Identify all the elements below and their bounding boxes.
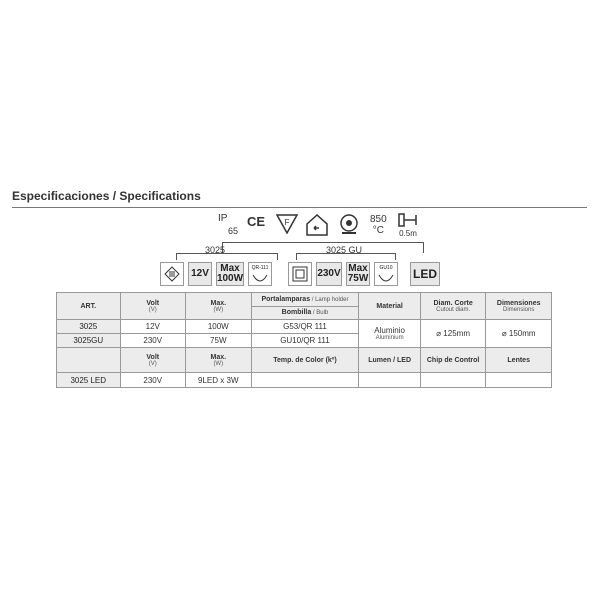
header-dimensions: [486, 293, 552, 320]
group-bracket-top: [222, 242, 424, 253]
header-volt-label: Volt: [146, 299, 160, 307]
led-header-max: [186, 348, 252, 373]
row-temp: [251, 373, 359, 388]
row-max: 100W: [186, 320, 252, 334]
led-header-volt-unit: (V): [148, 360, 157, 367]
material-value-en: Aluminium: [375, 335, 404, 341]
qr111-label: QR-111: [251, 265, 269, 271]
table-row: [57, 373, 552, 388]
row-max: 75W: [186, 334, 252, 348]
header-max-label: Max.: [210, 299, 227, 307]
row-bulb: G53/QR 111: [251, 320, 359, 334]
temperature-unit: °C: [372, 225, 384, 236]
led-header-blank: [57, 348, 121, 373]
max-75w-badge: [346, 262, 370, 286]
max-watt: 100W: [216, 273, 244, 284]
led-header-chip: Chip de Control: [420, 348, 486, 373]
header-max: [186, 293, 252, 320]
table-row: [57, 320, 552, 334]
group-bracket-3025: [176, 253, 278, 260]
max-label: Max: [220, 263, 240, 274]
row-art: 3025GU: [57, 334, 121, 348]
temperature-icon: [370, 214, 387, 236]
max-label-2: Max: [348, 263, 368, 274]
header-max-unit: (W): [213, 306, 224, 313]
gu10-bulb-icon: [374, 262, 398, 286]
section-title: [12, 189, 201, 203]
led-badge: LED: [410, 262, 440, 286]
transformer-icon: [160, 262, 184, 286]
max-100w-badge: [216, 262, 244, 286]
row-max: 9LED x 3W: [186, 373, 252, 388]
title-rule: [12, 207, 587, 208]
header-volt-unit: (V): [148, 306, 157, 313]
max-watt-2: 75W: [347, 273, 369, 284]
title-separator: /: [109, 189, 120, 203]
table-led-header-row: [57, 348, 552, 373]
specifications-table: [56, 292, 552, 388]
header-bulb-label: Bombilla: [281, 309, 312, 317]
led-header-lentes: Lentes: [486, 348, 552, 373]
row-material: [359, 320, 420, 348]
gu10-label: GU10: [379, 265, 393, 271]
header-dimensions-en: Dimensions: [503, 306, 535, 313]
row-lumen: [359, 373, 420, 388]
header-art-label: ART.: [80, 302, 97, 310]
led-header-volt-label: Volt: [146, 353, 160, 361]
qr111-bulb-icon: [248, 262, 272, 286]
lamp-icon: [338, 212, 360, 241]
row-art: 3025: [57, 320, 121, 334]
row-volt: 12V: [120, 320, 186, 334]
distance-icon: [398, 213, 418, 238]
header-art: [57, 293, 121, 320]
row-chip: [420, 373, 486, 388]
distance-value: 0.5m: [399, 229, 417, 238]
f-mark-letter: F: [284, 218, 290, 227]
header-volt: [120, 293, 186, 320]
material-value: Aluminio: [374, 326, 405, 335]
header-holder-en: / Lamp holder: [310, 296, 349, 303]
ip-label: IP: [218, 213, 228, 224]
header-material-label: Material: [376, 302, 403, 310]
header-bulb-en: / Bulb: [311, 310, 329, 317]
voltage-12v-badge: 12V: [188, 262, 212, 286]
led-header-volt: [120, 348, 186, 373]
header-holder: [251, 293, 359, 307]
title-es: Especificaciones: [12, 189, 110, 203]
header-dimensions-label: Dimensiones: [496, 299, 541, 307]
voltage-230v-badge: 230V: [316, 262, 342, 286]
header-holder-label: Portalamparas: [261, 295, 311, 303]
header-bulb: [251, 306, 359, 320]
row-volt: 230V: [120, 334, 186, 348]
row-lentes: [486, 373, 552, 388]
led-header-temp: Temp. de Color (kº): [251, 348, 359, 373]
ce-mark-icon: CE: [247, 214, 266, 229]
led-header-lumen: Lumen / LED: [359, 348, 420, 373]
led-header-max-unit: (W): [213, 360, 224, 367]
row-volt: 230V: [120, 373, 186, 388]
header-cutout-label: Diam. Corte: [433, 299, 473, 307]
indoor-use-icon: [305, 213, 329, 242]
group-label-3025gu: 3025 GU: [326, 245, 363, 255]
class-ii-icon: [288, 262, 312, 286]
header-material: [359, 293, 420, 320]
led-header-max-label: Max.: [210, 353, 227, 361]
row-bulb: GU10/QR 111: [251, 334, 359, 348]
title-en: Specifications: [119, 189, 201, 203]
row-art: 3025 LED: [57, 373, 121, 388]
table-header-row: [57, 293, 552, 307]
ip65-icon: [218, 213, 239, 236]
row-cutout: ⌀ 125mm: [420, 320, 486, 348]
header-cutout: [420, 293, 486, 320]
header-cutout-en: Cutout diam.: [436, 306, 471, 313]
row-dimensions: ⌀ 150mm: [486, 320, 552, 348]
ip-rating: 65: [228, 226, 239, 236]
group-label-3025: 3025: [205, 245, 226, 255]
f-mark-icon: [276, 214, 298, 239]
temperature-value: 850: [370, 214, 387, 225]
